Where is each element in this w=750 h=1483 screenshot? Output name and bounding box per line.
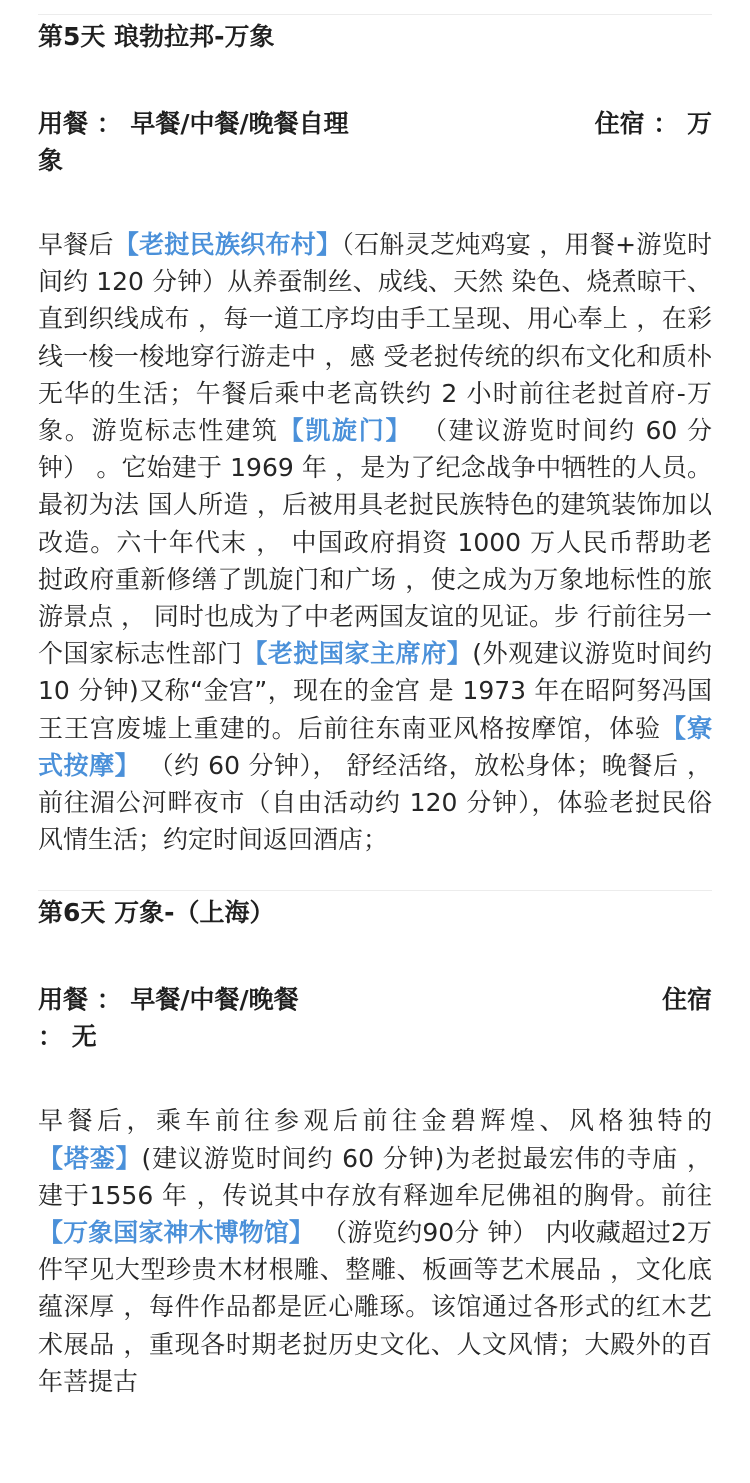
day-5-lodging: 住宿 ： 万: [594, 109, 712, 138]
text-segment: （建议游览时间约 60 分钟） 。它始建于 1969 年 ，是为了纪念战争中牺牲的人员。最初为法 国人所造 ，后被用具老挝民族特色的建筑装饰加以改造。六十年代末 ， 中国政府捐资 1000 万人民币帮助老 挝政府重新修缮了凯旋门和广场 ，使之成为万象地标性的旅游景点 ， 同时也成为了中老两国友谊的见证。步 行前往另一个国家标志性部门: [38, 416, 712, 669]
day-6-meals: 用餐 ： 早餐/中餐/晚餐: [38, 985, 299, 1015]
day-6-lodging-cont: ： 无: [38, 1022, 97, 1052]
day-6-title: 第6天 万象-（上海）: [38, 898, 275, 928]
day-6-description: [38, 1102, 712, 1400]
attraction-patuxai: 【凯旋门】: [278, 416, 413, 446]
text-segment: 早餐后，乘车前往参观后前往金碧辉煌、风格独特的: [38, 1106, 712, 1136]
day-6-lodging: 住宿: [661, 985, 712, 1015]
day-5-lodging-cont: 象: [38, 146, 64, 175]
attraction-weaving-village: 【老挝民族织布村】: [113, 230, 342, 259]
attraction-presidential-palace: 【老挝国家主席府】: [242, 639, 473, 669]
text-segment: (建议游览时间约 60 分钟)为老挝最宏伟的寺庙 ，建于1556 年 ，传说其中存放有释迦牟尼佛祖的胸骨。前往: [38, 1143, 712, 1210]
attraction-that-luang: 【塔銮】: [38, 1143, 142, 1173]
day-5-description: [38, 226, 712, 858]
divider: [38, 890, 712, 891]
day-6-meal-row: [38, 981, 712, 1018]
text-segment: （石斛灵芝炖鸡宴 ，用餐+游览时间约 120 分钟）从养蚕制丝、成线、天然 染色、烧煮晾干、直到织线成布 ，每一道工序均由手工呈现、用心奉上 ，在彩线一梭一梭地穿行游走中 ，感 受老挝传统的织布文化和质朴无华的生活；午餐后乘中老高铁约 2 小时前往老挝首府-万象。游览标志性建筑: [38, 230, 712, 446]
day-5-meals: 用餐 ： 早餐/中餐/晚餐自理: [38, 109, 349, 138]
attraction-lao-massage: 【寮式按摩】: [38, 713, 712, 780]
divider: [38, 14, 712, 15]
attraction-wood-museum: 【万象国家神木博物馆】: [38, 1218, 314, 1248]
text-segment: (外观建议游览时间约 10 分钟)又称“金宫”，现在的金宫 是 1973 年在昭阿努冯国王王宫废墟上重建的。后前往东南亚风格按摩馆，体验: [38, 639, 712, 743]
day-5-meal-row: [38, 105, 712, 142]
text-segment: 早餐后: [38, 230, 114, 259]
text-segment: （约 60 分钟）， 舒经活络，放松身体；晚餐后 ，前往湄公河畔夜市（自由活动约 120 分钟），体验老挝民俗风情生活；约定时间返回酒店；: [38, 750, 712, 855]
day-5-title: 第5天 琅勃拉邦-万象: [38, 22, 275, 51]
itinerary-page: [38, 0, 712, 1400]
text-segment: （游览约90分 钟） 内收藏超过2万件罕见大型珍贵木材根雕、整雕、板画等艺术展品 ，文化底蕴深厚 ，每件作品都是匠心雕琢。该馆通过各形式的红木艺术展品 ，重现各时期老挝历史文化、人文风情；大殿外的百年菩提古: [38, 1218, 712, 1396]
